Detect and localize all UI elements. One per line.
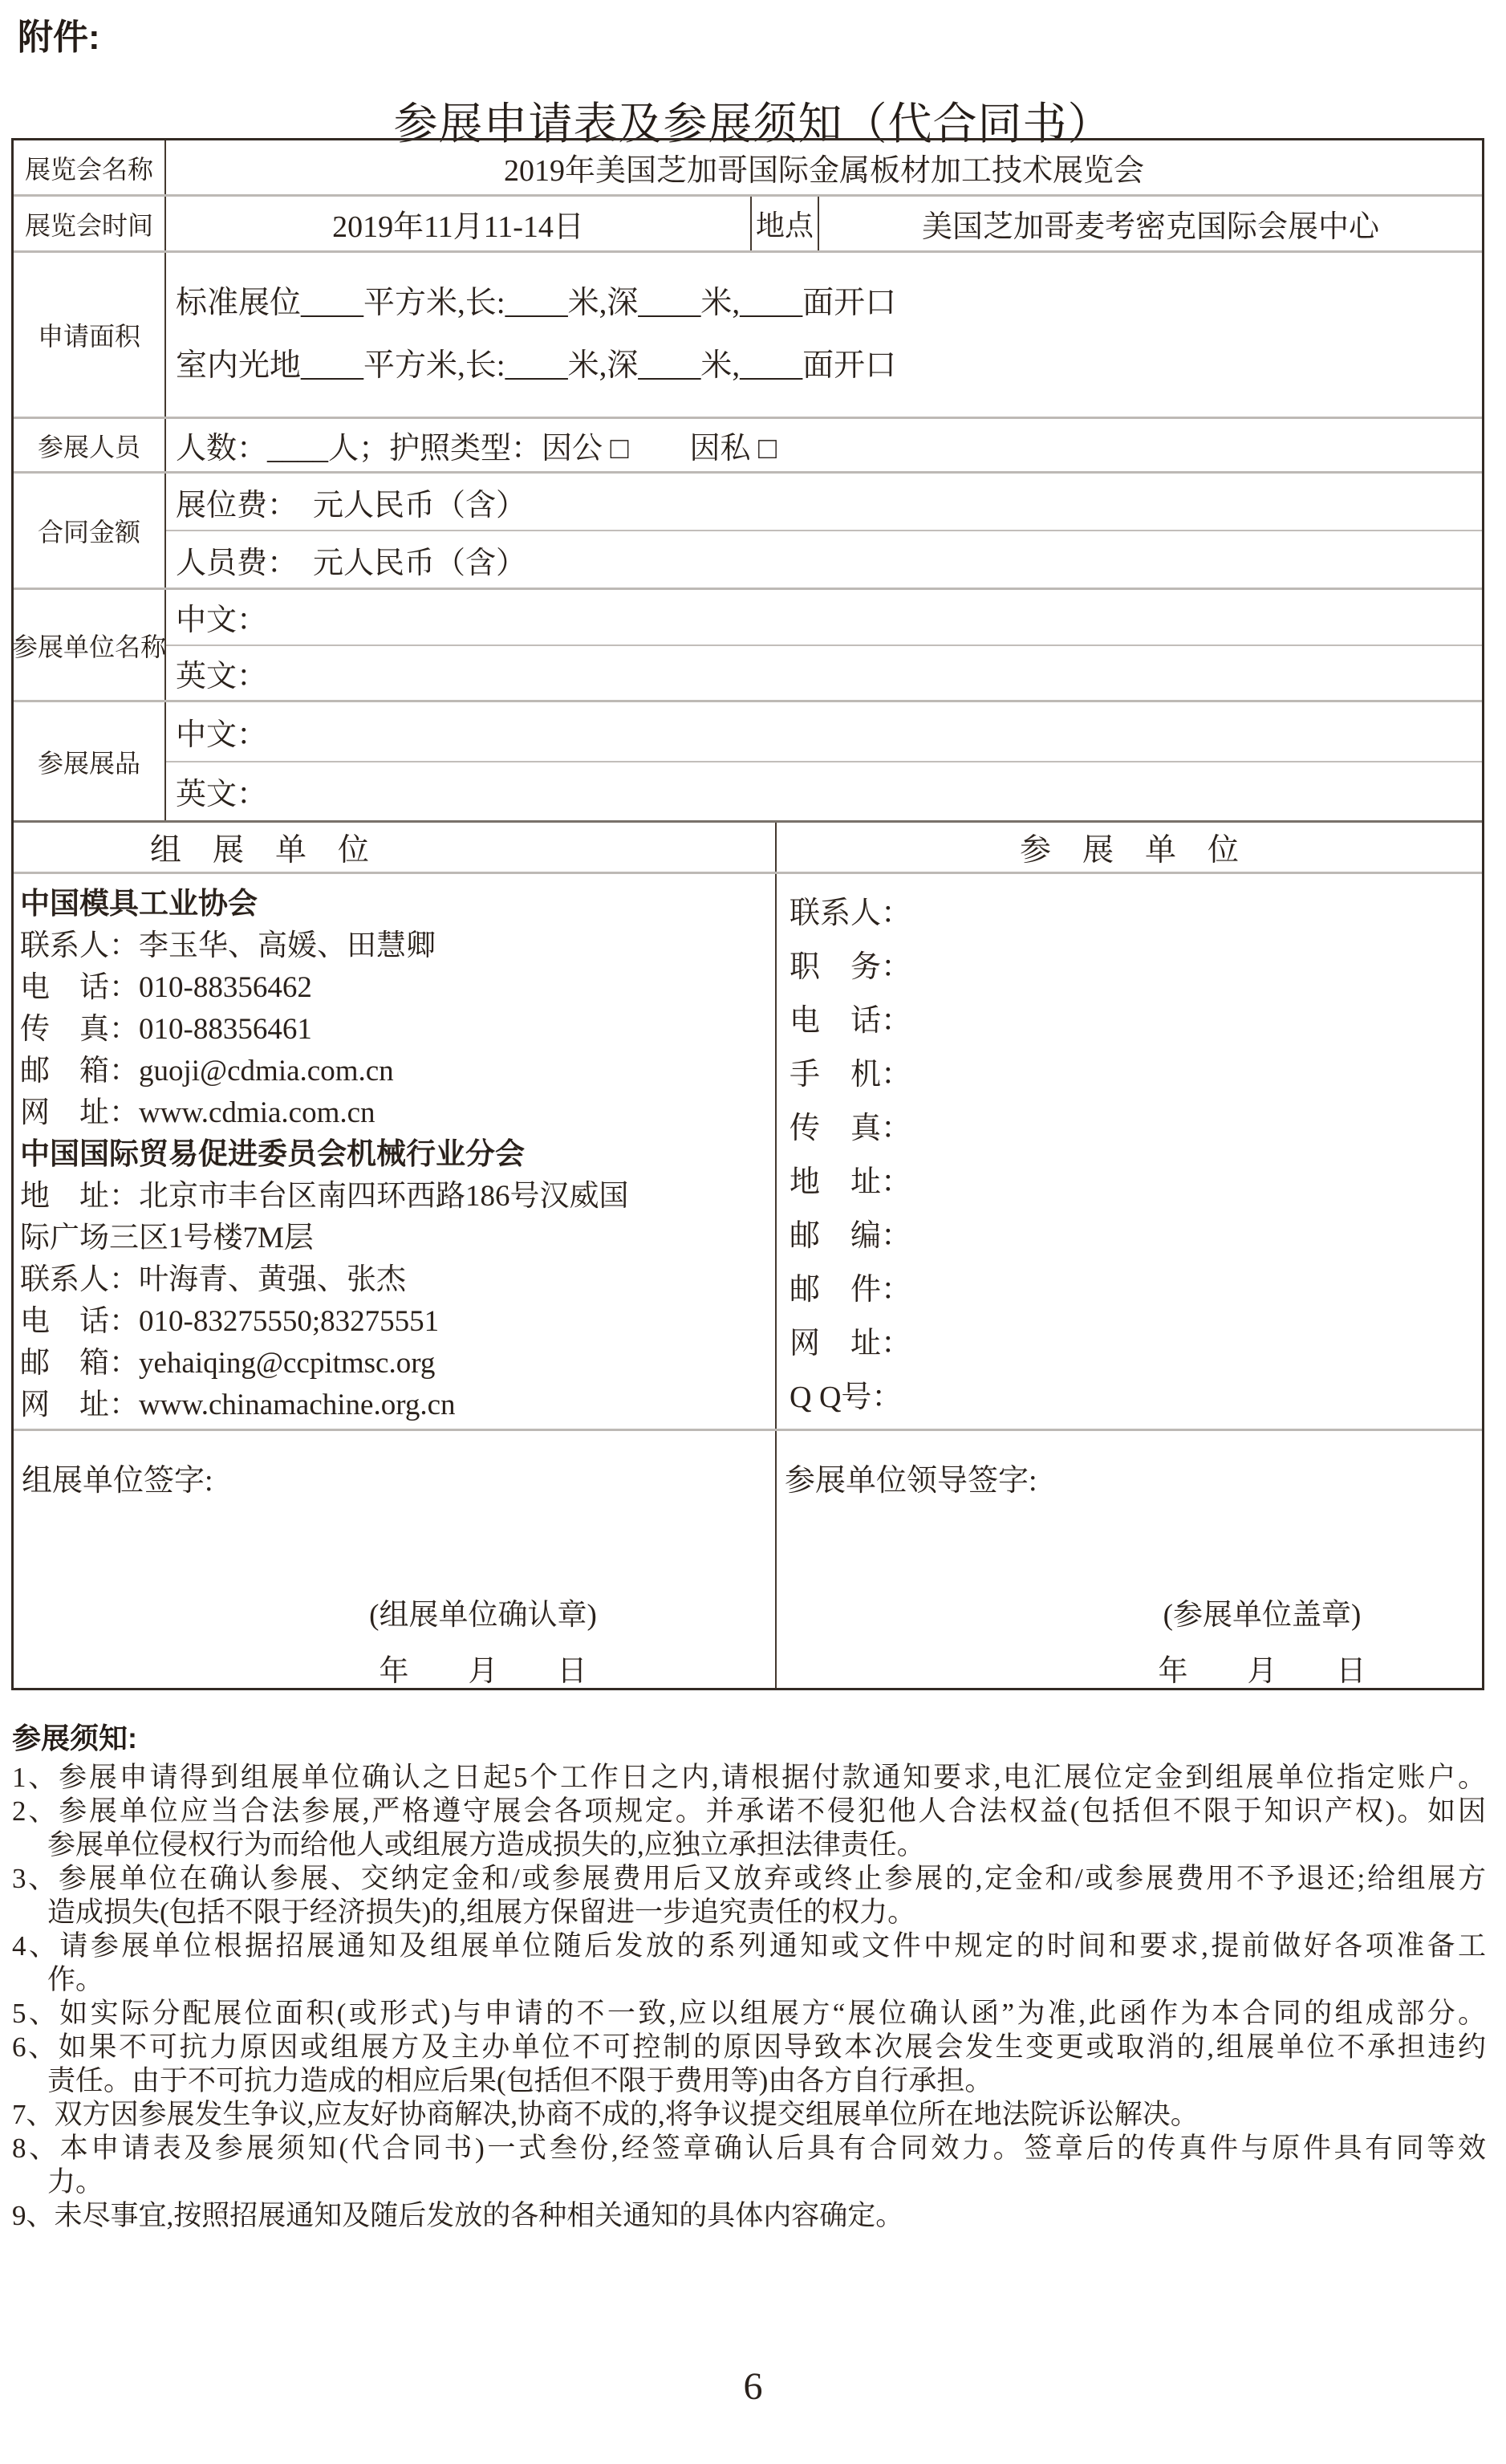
organizer-stamp-note: (组展单位确认章) xyxy=(369,1599,597,1632)
exhibition-name-label: 展览会名称 xyxy=(14,140,166,194)
notice-line: 造成损失(包括不限于经济损失)的,组展方保留进一步追究责任的权力。 xyxy=(47,1897,916,1928)
exhibitor-field-website: 网 址： xyxy=(790,1327,912,1360)
exhibitor-field-qq: Q Q号： xyxy=(790,1380,903,1414)
exhibition-time-label: 展览会时间 xyxy=(14,197,166,250)
organizer-1-website: 网 址：www.cdmia.com.cn xyxy=(20,1096,375,1129)
exhibitor-signature-label: 参展单位领导签字: xyxy=(785,1464,1037,1498)
notice-item xyxy=(12,2098,1486,2132)
organizer-signature-label: 组展单位签字: xyxy=(22,1464,213,1498)
notice-item xyxy=(12,1997,1486,2031)
company-name-en-line: 英文： xyxy=(176,659,268,693)
notice-line: 参展单位侵权行为而给他人或组展方造成损失的,应独立承担法律责任。 xyxy=(47,1829,925,1860)
staff-label: 参展人员 xyxy=(14,419,166,471)
notice-title: 参展须知: xyxy=(12,1722,137,1754)
company-name-values xyxy=(166,590,1482,700)
row-section-headers xyxy=(14,823,1482,874)
venue-label: 地点 xyxy=(752,197,819,250)
organizer-signature-cell xyxy=(14,1431,777,1688)
personnel-fee-line: 人员费： 元人民币（含） xyxy=(176,546,527,580)
organizer-2-address-line1: 地 址：北京市丰台区南四环西路186号汉威国 xyxy=(20,1180,629,1213)
exhibitor-field-contact: 联系人： xyxy=(790,897,912,930)
notice-item xyxy=(12,1862,1486,1929)
notice-line: 3、参展单位在确认参展、交纳定金和/或参展费用后又放弃或终止参展的,定金和/或参展费用不予退还;给组展方 xyxy=(12,1863,1486,1894)
row-exhibition-name xyxy=(14,140,1482,197)
notice-line: 2、参展单位应当合法参展,严格遵守展会各项规定。并承诺不侵犯他人合法权益(包括但不限于知识产权)。如因 xyxy=(12,1795,1486,1827)
organizer-2-email: 邮 箱：yehaiqing@ccpitmsc.org xyxy=(20,1347,436,1380)
exhibitor-field-address: 地 址： xyxy=(790,1165,912,1199)
organizer-stamp-block xyxy=(335,1590,631,1689)
notice-line: 8、本申请表及参展须知(代合同书)一式叁份,经签章确认后具有合同效力。签章后的传真件与原件具有同等效 xyxy=(12,2133,1486,2164)
notice-line: 力。 xyxy=(47,2166,104,2198)
notice-line: 责任。由于不可抗力造成的相应后果(包括但不限于费用等)由各方自行承担。 xyxy=(47,2065,993,2096)
organizer-2-address-line2: 际广场三区1号楼7M层 xyxy=(20,1222,314,1254)
organizer-1-phone: 电 话：010-88356462 xyxy=(20,971,312,1004)
notice-item xyxy=(12,2132,1486,2199)
notice-item xyxy=(12,1929,1486,1997)
notice-item xyxy=(12,1761,1486,1795)
exhibitor-field-postcode: 邮 编： xyxy=(790,1219,912,1253)
row-signatures xyxy=(14,1431,1482,1688)
organizer-section-header: 组 展 单 位 xyxy=(14,823,777,872)
row-staff xyxy=(14,419,1482,474)
exhibitor-field-position: 职 务： xyxy=(790,950,912,984)
organizer-1-fax: 传 真：010-88356461 xyxy=(20,1013,312,1046)
notice-item xyxy=(12,1795,1486,1862)
notice-line: 1、参展申请得到组展单位确认之日起5个工作日之内,请根据付款通知要求,电汇展位定金到组展单位指定账户。 xyxy=(12,1762,1486,1793)
exhibitor-stamp-block xyxy=(1130,1590,1394,1689)
notice-line: 7、双方因参展发生争议,应友好协商解决,协商不成的,将争议提交组展单位所在地法院诉讼解决。 xyxy=(12,2099,1199,2130)
organizer-1-contact: 联系人：李玉华、高媛、田慧卿 xyxy=(20,929,436,962)
venue-value: 美国芝加哥麦考密克国际会展中心 xyxy=(921,210,1379,244)
notice-item xyxy=(12,2031,1486,2098)
company-name-label: 参展单位名称 xyxy=(14,590,166,700)
application-area-label: 申请面积 xyxy=(14,253,166,417)
row-exhibition-time xyxy=(14,197,1482,253)
staff-value: 人数：____人；护照类型：因公 □ 因私 □ xyxy=(176,432,777,466)
application-form-table xyxy=(11,138,1484,1690)
exhibitor-field-fax: 传 真： xyxy=(790,1112,912,1145)
organizer-2-contact: 联系人：叶海青、黄强、张杰 xyxy=(20,1263,406,1296)
exhibits-en-line: 英文： xyxy=(176,778,268,812)
exhibitor-section-header: 参 展 单 位 xyxy=(1019,832,1239,868)
contract-amount-label: 合同金额 xyxy=(14,474,166,588)
row-exhibits xyxy=(14,702,1482,823)
notice-line: 5、如实际分配展位面积(或形式)与申请的不一致,应以组展方“展位确认函”为准,此函作为本合同的组成部分。 xyxy=(12,1998,1486,2029)
page-title: 参展申请表及参展须知（代合同书） xyxy=(393,100,1113,148)
application-area-value xyxy=(166,253,1482,417)
exhibitor-date-line: 年 月 日 xyxy=(1158,1655,1366,1688)
row-contract-amount xyxy=(14,474,1482,590)
organizer-1-name: 中国模具工业协会 xyxy=(20,888,258,921)
row-contacts xyxy=(14,874,1482,1431)
organizer-contact-cell xyxy=(14,874,777,1429)
exhibits-cn-line: 中文： xyxy=(166,702,1482,762)
organizer-2-name: 中国国际贸易促进委员会机械行业分会 xyxy=(20,1138,525,1171)
exhibition-time-value: 2019年11月11-14日 xyxy=(166,197,752,250)
row-application-area xyxy=(14,253,1482,419)
attachment-label: 附件: xyxy=(18,18,100,57)
notice-line: 6、如果不可抗力原因或组展方及主办单位不可控制的原因导致本次展会发生变更或取消的,组展单位不承担违约 xyxy=(12,2031,1486,2063)
notice-line: 9、未尽事宜,按照招展通知及随后发放的各种相关通知的具体内容确定。 xyxy=(12,2200,904,2231)
exhibits-values xyxy=(166,702,1482,820)
exhibition-name-value: 2019年美国芝加哥国际金属板材加工技术展览会 xyxy=(503,154,1144,188)
exhibitor-field-phone: 电 话： xyxy=(790,1004,912,1038)
exhibitor-field-email: 邮 件： xyxy=(790,1273,912,1307)
notice-item xyxy=(12,2199,1486,2233)
exhibition-notice-section xyxy=(12,1719,1486,2233)
page-number: 6 xyxy=(743,2365,763,2408)
exhibits-label: 参展展品 xyxy=(14,702,166,820)
contract-amount-values xyxy=(166,474,1482,588)
exhibitor-stamp-note: (参展单位盖章) xyxy=(1163,1599,1362,1632)
organizer-date-line: 年 月 日 xyxy=(379,1655,587,1688)
exhibitor-contact-cell xyxy=(777,874,1482,1429)
exhibitor-field-mobile: 手 机： xyxy=(790,1058,912,1092)
booth-fee-line: 展位费： 元人民币（含） xyxy=(166,474,1482,531)
area-raw-space-line: 室内光地____平方米,长:____米,深____米,____面开口 xyxy=(176,348,897,383)
organizer-2-phone: 电 话：010-83275550;83275551 xyxy=(20,1305,440,1338)
notice-line: 作。 xyxy=(47,1964,104,1995)
row-company-name xyxy=(14,590,1482,702)
notice-line: 4、请参展单位根据招展通知及组展单位随后发放的系列通知或文件中规定的时间和要求,提前做好各项准备工 xyxy=(12,1930,1486,1962)
exhibitor-signature-cell xyxy=(777,1431,1482,1688)
organizer-2-website: 网 址：www.chinamachine.org.cn xyxy=(20,1389,456,1421)
company-name-cn-line: 中文： xyxy=(166,590,1482,646)
area-standard-booth-line: 标准展位____平方米,长:____米,深____米,____面开口 xyxy=(176,286,897,320)
organizer-1-email: 邮 箱：guoji@cdmia.com.cn xyxy=(20,1055,394,1088)
